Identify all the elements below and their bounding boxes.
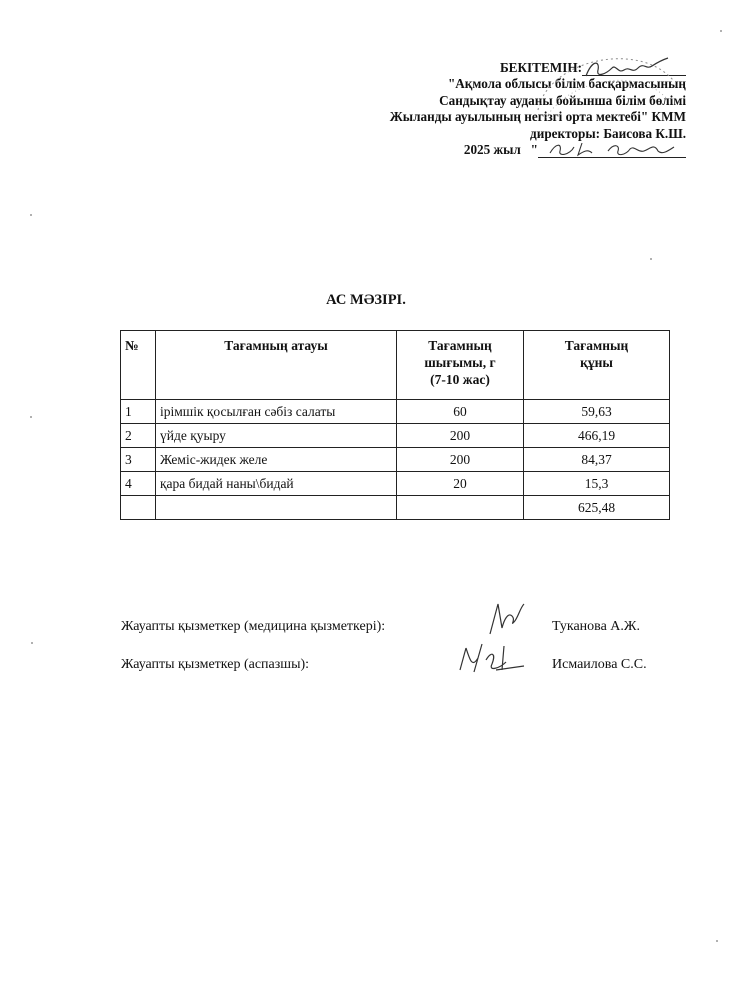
scan-speck [30, 416, 32, 418]
header-cost-line-1: Тағамның [564, 338, 629, 353]
row-cost: 466,19 [524, 424, 670, 448]
table-header-row [121, 331, 670, 400]
menu-title: АС МӘЗІРІ. [326, 292, 406, 308]
approve-signature-line [582, 61, 686, 76]
signature-name-medical: Туканова А.Ж. [552, 619, 640, 634]
scan-speck [31, 642, 33, 644]
row-yield: 60 [397, 400, 524, 424]
header-yield-line-3: (7-10 жас) [430, 372, 490, 387]
approval-line-2: Сандықтау ауданы бойынша білім бөлімі [439, 92, 686, 108]
row-yield: 200 [397, 448, 524, 472]
header-yield-line-1: Тағамның [428, 338, 492, 353]
header-yield-line-2: шығымы, г [424, 355, 496, 370]
row-cost: 59,63 [524, 400, 670, 424]
total-row [121, 496, 670, 520]
approval-line-3: Жыланды ауылының негізгі орта мектебі" КММ [389, 109, 686, 125]
header-no: № [121, 331, 156, 400]
row-no: 2 [121, 424, 156, 448]
row-no: 1 [121, 400, 156, 424]
medical-signature [484, 598, 528, 638]
total-empty-yield [397, 496, 524, 520]
signature-role-medical: Жауапты қызметкер (медицина қызметкері): [121, 619, 386, 634]
total-empty-name [156, 496, 397, 520]
header-name: Тағамның атауы [156, 331, 397, 400]
header-cost-line-2: құны [580, 355, 613, 370]
approval-date-quote: " [530, 142, 538, 158]
row-name: үйде қуыру [156, 424, 397, 448]
signature-role-cook: Жауапты қызметкер (аспазшы): [121, 657, 310, 672]
approve-row [266, 60, 686, 76]
row-no: 4 [121, 472, 156, 496]
approve-label: БЕКІТЕМІН: [499, 60, 582, 75]
cook-signature [456, 640, 528, 676]
approval-line-1: "Ақмола облысы білім басқармасының [447, 76, 686, 92]
table-row [121, 400, 670, 424]
total-cost: 625,48 [524, 496, 670, 520]
menu-table [120, 330, 670, 520]
row-name: ірімшік қосылған сәбіз салаты [156, 400, 397, 424]
table-row [121, 448, 670, 472]
header-yield [397, 331, 524, 400]
approval-date-line [538, 143, 686, 158]
row-yield: 20 [397, 472, 524, 496]
scan-speck [720, 30, 722, 32]
row-cost: 15,3 [524, 472, 670, 496]
row-name: Жеміс-жидек желе [156, 448, 397, 472]
row-no: 3 [121, 448, 156, 472]
scan-speck [30, 214, 32, 216]
approval-year: 2025 жыл [463, 142, 521, 158]
row-name: қара бидай наны\бидай [156, 472, 397, 496]
row-cost: 84,37 [524, 448, 670, 472]
signature-name-cook: Исмаилова С.С. [552, 657, 647, 672]
scan-speck [650, 258, 652, 260]
scan-speck [716, 940, 718, 942]
approval-line-4: директоры: Баисова К.Ш. [530, 125, 686, 141]
approval-block [266, 60, 686, 158]
approval-date-row [266, 142, 686, 158]
total-empty-no [121, 496, 156, 520]
table-row [121, 424, 670, 448]
row-yield: 200 [397, 424, 524, 448]
table-row [121, 472, 670, 496]
header-cost [524, 331, 670, 400]
